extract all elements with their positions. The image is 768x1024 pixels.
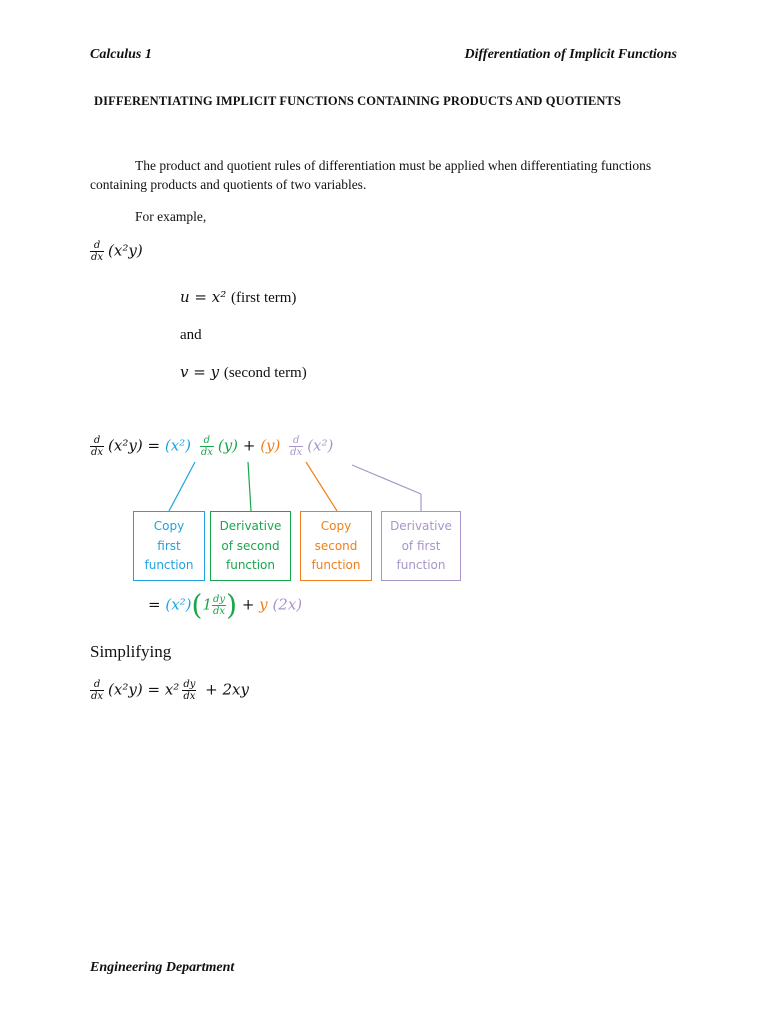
connector-orange (306, 462, 337, 511)
connector-purple-1 (352, 465, 421, 494)
box-copy-second-function: Copy second function (300, 511, 372, 581)
product-rule-expression: $\frac{d}{dx}$ (x²y) = (x²) $\frac{d}{dx}$ (y) + (y) $\frac{d}{dx}$ (x²) (91, 435, 334, 458)
box-derivative-first-function: Derivative of first function (381, 511, 461, 581)
d-dx-fraction: $\frac{d}{dx}$ (91, 240, 104, 263)
expanded-result: = (x²)(1 $\frac{dy}{dx}$ ) + y (2x) (148, 588, 303, 622)
and-word: and (180, 327, 202, 343)
box-copy-first-function: Copy first function (133, 511, 205, 581)
header-right: Differentiation of Implicit Functions (464, 47, 677, 62)
simplifying-heading: Simplifying (90, 642, 172, 661)
v-definition: v = y (second term) (180, 363, 307, 381)
connector-blue (169, 462, 195, 511)
x2y-term: (x²y) (108, 241, 143, 260)
footer: Engineering Department (90, 960, 235, 975)
example-label: For example, (135, 209, 207, 224)
final-result: $\frac{d}{dx}$ (x²y) = x² $\frac{dy}{dx}$ + 2xy (91, 679, 249, 702)
u-definition: u = x² (first term) (180, 288, 297, 306)
page-title: DIFFERENTIATING IMPLICIT FUNCTIONS CONTAINING PRODUCTS AND QUOTIENTS (94, 94, 622, 108)
first-function-derivative: (x²) (307, 436, 334, 455)
header-left: Calculus 1 (90, 47, 152, 62)
first-function-copy: (x²) (164, 436, 192, 455)
intro-line-1: The product and quotient rules of differentiation must be applied when differentiating functions (135, 158, 652, 173)
connector-green (248, 462, 251, 511)
intro-line-2: containing products and quotients of two variables. (90, 177, 367, 192)
box-derivative-second-function: Derivative of second function (210, 511, 291, 581)
second-function-copy: (y) (260, 436, 281, 455)
second-function-derivative: (y) (217, 436, 239, 455)
